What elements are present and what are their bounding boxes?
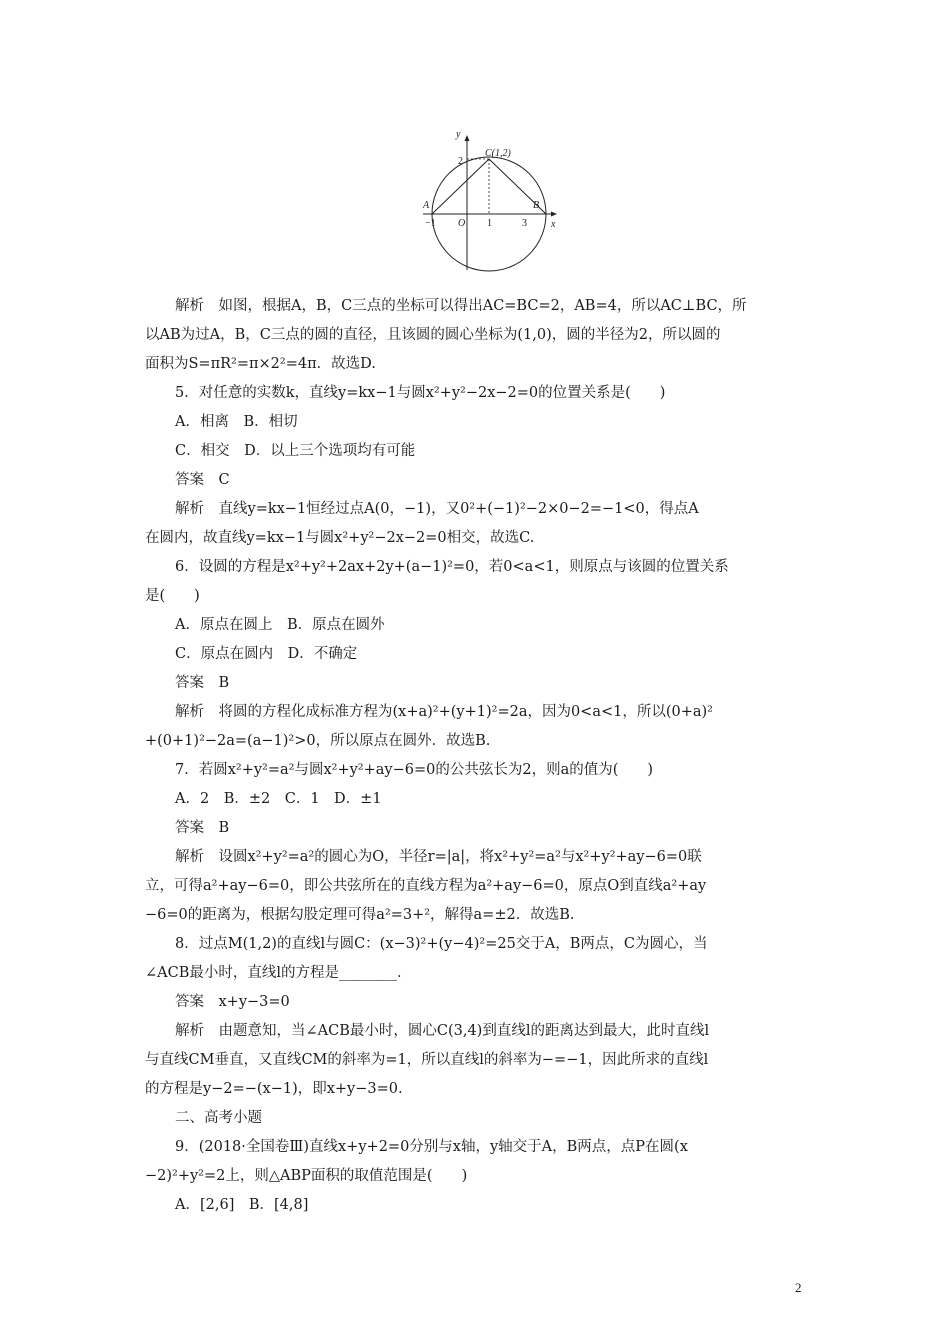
- text-line: A．[2,6] B．[4,8]: [175, 1197, 309, 1213]
- text-line: 7．若圆x²+y²=a²与圆x²+y²+ay−6=0的公共弦长为2，则a的值为( ): [175, 762, 654, 778]
- text-line: 立，可得a²+ay−6=0，即公共弦所在的直线方程为a²+ay−6=0，原点O到直线a²+ay: [145, 878, 707, 894]
- point-a-label: A: [423, 200, 430, 211]
- text-line: C．相交 D．以上三个选项均有可能: [175, 443, 416, 459]
- text-line: 在圆内，故直线y=kx−1与圆x²+y²−2x−2=0相交，故选C.: [145, 530, 535, 546]
- y-axis-arrow: [465, 135, 470, 141]
- text-line: 9．(2018·全国卷Ⅲ)直线x+y+2=0分别与x轴，y轴交于A，B两点，点P在圆(x: [175, 1139, 688, 1155]
- x-tick-1: 1: [487, 218, 492, 229]
- text-line: 解析 将圆的方程化成标准方程为(x+a)²+(y+1)²=2a，因为0<a<1，所以(0+a)²: [175, 704, 713, 720]
- page-number: 2: [795, 1280, 802, 1295]
- text-line: 解析 由题意知，当∠ACB最小时，圆心C(3,4)到直线l的距离达到最大，此时直线l: [175, 1023, 710, 1039]
- text-line: 8．过点M(1,2)的直线l与圆C：(x−3)²+(y−4)²=25交于A，B两点，C为圆心，当: [175, 936, 708, 952]
- text-line: 5．对任意的实数k，直线y=kx−1与圆x²+y²−2x−2=0的位置关系是( ): [175, 385, 666, 401]
- text-line: A．相离 B．相切: [175, 414, 298, 430]
- y-tick-2: 2: [458, 156, 463, 167]
- text-line: −2)²+y²=2上，则△ABP面积的取值范围是( ): [145, 1168, 468, 1184]
- text-line: 二、高考小题: [175, 1110, 262, 1126]
- text-line: 解析 设圆x²+y²=a²的圆心为O，半径r=|a|，将x²+y²=a²与x²+y²+ay−6=0联: [175, 849, 702, 865]
- text-line: 的方程是y−2=−(x−1)，即x+y−3=0.: [145, 1081, 403, 1097]
- text-line: 以AB为过A，B，C三点的圆的直径，且该圆的圆心坐标为(1,0)，圆的半径为2，所以圆的: [145, 327, 721, 343]
- y-axis-label: y: [456, 129, 461, 140]
- x-tick-3: 3: [522, 218, 527, 229]
- origin-label: O: [458, 218, 466, 229]
- text-line: 答案 x+y−3=0: [175, 994, 290, 1010]
- text-line: 答案 B: [175, 820, 230, 836]
- text-line: A．原点在圆上 B．原点在圆外: [175, 617, 385, 633]
- text-line: 答案 B: [175, 675, 230, 691]
- text-line: +(0+1)²−2a=(a−1)²>0，所以原点在圆外．故选B.: [145, 733, 491, 749]
- text-line: 6．设圆的方程是x²+y²+2ax+2y+(a−1)²=0，若0<a<1，则原点与该圆的位置关系: [175, 559, 729, 575]
- text-line: 解析 如图，根据A，B，C三点的坐标可以得出AC=BC=2，AB=4，所以AC⊥BC，所: [175, 298, 747, 314]
- point-b-label: B: [533, 200, 540, 211]
- x-tick-neg1: −1: [425, 218, 436, 229]
- circle-diagram-svg: [420, 128, 570, 276]
- x-axis-label: x: [551, 219, 556, 230]
- text-line: A．2 B．±2 C．1 D．±1: [175, 791, 382, 807]
- text-line: 是( ): [145, 588, 200, 604]
- x-axis-arrow: [551, 212, 557, 217]
- document-body: [145, 292, 810, 1220]
- text-line: −6=0的距离为，根据勾股定理可得a²=3+²，解得a=±2．故选B.: [145, 907, 575, 923]
- text-line: 答案 C: [175, 472, 230, 488]
- segment-ac: [432, 159, 489, 214]
- text-line: ∠ACB最小时，直线l的方程是________．: [145, 965, 412, 981]
- point-c-label: C(1,2): [485, 148, 511, 159]
- text-line: 面积为S=πR²=π×2²=4π．故选D.: [145, 356, 376, 372]
- text-line: C．原点在圆内 D．不确定: [175, 646, 358, 662]
- text-line: 解析 直线y=kx−1恒经过点A(0，−1)，又0²+(−1)²−2×0−2=−1<0，得点A: [175, 501, 699, 517]
- text-line: 与直线CM垂直，又直线CM的斜率为=1，所以直线l的斜率为−=−1，因此所求的直线l: [145, 1052, 709, 1068]
- circle-diagram: [420, 128, 570, 276]
